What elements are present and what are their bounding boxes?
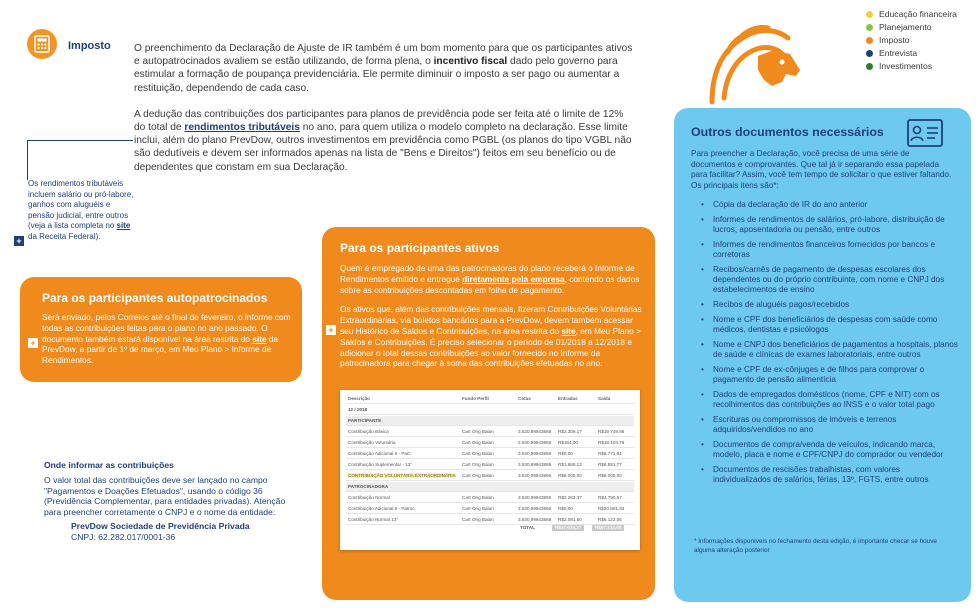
docs-list-item: • Nome e CPF de ex-cônjuges e de filhos para comprovar o pagamento de pensão alimentícia [701,365,958,386]
onde-text: O valor total das contribuições deve ser lançado no campo "Pagamentos e Doações Efetuados", usando o código 36 (Previdência Complementar, para entidades privadas). Atenção para preencher corretamente o CNPJ e o nome da entidade: [44,474,286,518]
rendimentos-tributaveis-link[interactable]: rendimentos tributáveis [184,122,300,134]
docs-list-item: • Dados de empregados domésticos (nome, CPF e NIT) com os recolhimentos das contribuições ao INSS e o valor total pago [701,390,958,411]
statement-cell: 3.530,99943866 [518,517,552,522]
category-legend [866,8,957,73]
docs-title: Outros documentos necessários [691,125,884,139]
statement-header-row [346,394,634,404]
statement-cell: Contribuição Normal [348,495,390,500]
ativos-paragraph-1: Quem é empregado de uma das patrocinadoras do plano receberá o Informe de Rendimentos emitido e entregue diretamente pela empresa, contendo os dados sobre as contribuições descontadas em folha de pagamento. [340,263,640,295]
statement-cell: R$4.790,57 [598,495,622,500]
statement-row [346,460,634,470]
statement-total-row: TOTAL R$17.024,27 R$97.213,00 [520,522,630,532]
statement-cell: 3.530,99943866 [518,462,552,467]
plus-icon[interactable]: + [14,236,24,246]
statement-cell: Cart Orig Balan [462,451,494,456]
statement-cell: 3.530,99943866 [518,440,552,445]
statement-cell: Contribuição Adicional II - Patroc. [348,506,416,511]
prevdow-site-link[interactable]: site [561,325,576,336]
plus-icon[interactable]: + [326,325,336,335]
statement-cell: 3.530,99943866 [518,451,552,456]
legend-item [866,34,957,47]
legend-item [866,47,957,60]
statement-cell: 3.530,99943866 [518,429,552,434]
statement-cell: R$18.104,76 [598,440,625,445]
docs-list-item: • Recibos/carnês de pagamento de despesas escolares dos dependentes ou do próprio contribuinte, com nome e CNPJ dos estabelecimentos de ensino [701,265,958,296]
statement-cell: Cart Orig Balan [462,495,494,500]
statement-group-patrocinadora: PATROCINADORA [346,482,634,492]
docs-footnote: * Informações disponíveis no fechamento desta edição, é importante checar se houve alguma alteração posterior [694,538,937,554]
statement-cell: Cart Orig Balan [462,506,494,511]
onde-informar [44,460,304,543]
docs-list-item: • Informes de rendimentos de salários, pró-labore, distribuição de lucros, aposentadoria ou pensão, entre outros [701,215,958,236]
ativos-paragraph-2: Os ativos que, além das contribuições mensais, fizeram Contribuições Voluntárias Extraordinárias, via boletos bancários para a PrevDow, devem também acessar seu Histórico de Saldos e Contribuições, na área restrita do site, em Meu Plano > Saldos e Contribuições. É preciso selecionar o período de 01/2018 a 12/2018 e adicionar o total dessas contribuições ao valor fornecido no Informe da patrocinadora para chegar à soma das contribuições efetuadas no ano. [340,304,642,369]
intro-paragraph-1: O preenchimento da Declaração de Ajuste de IR também é um bom momento para que os participantes ativos e autopatrocinados avaliem se estão utilizando, de forma plena, o incentivo fiscal dado pelo governo para estimular a formação de poupança previdenciária. Ele permite diminuir o imposto a ser pago ou aumentar a restituição, dependendo de cada caso. [134,43,633,94]
statement-cell: Cart Orig Balan [462,462,494,467]
legend-dot-icon [866,50,873,57]
statement-cell: 3.530,99943866 [518,495,552,500]
statement-period: 12 / 2018 [346,405,634,415]
side-note: Os rendimentos tributáveis incluem salário ou pró-labore, ganhos com aluguéis e pensão judicial, entre outros (veja a lista completa no site da Receita Federal). [28,179,134,241]
total-saida: R$97.213,00 [592,524,624,531]
statement-cell: R$6.000,00 [558,473,582,478]
statement-cell: R$6.591,77 [598,462,622,467]
legend-label: Educação financeira [879,9,957,19]
statement-cell: Cart Orig Balan [462,429,494,434]
lion-logo-icon [702,20,806,108]
statement-cell: R$20.891,93 [598,506,625,511]
org-cnpj: CNPJ: 62.282.017/0001-36 [71,531,176,542]
autopatrocinados-text: Será enviado, pelos Correios até o final de fevereiro, o informe com todas as contribuições feitas para o plano no ano passado. O documento também estará disponível na área restrita do site da PrevDow, a partir de 1º de março, em Meu Plano > Informe de Rendimentos. [42,312,291,366]
legend-item [866,21,957,34]
legend-label: Entrevista [879,48,918,58]
statement-cell: R$19.749,86 [598,429,625,434]
side-note-connector [27,140,133,180]
legend-dot-icon [866,63,873,70]
onde-title: Onde informar as contribuições [44,460,174,470]
statement-cell: Contribuição Básica [348,429,389,434]
statement-cell: R$6.122,06 [598,517,622,522]
intro-paragraph-2: A dedução das contribuições dos participantes para planos de previdência pode ser feita até o limite de 12% do total de rendimentos tributáveis no ano, para quem utiliza o modelo completo na declaração. Esse limite inclui, além do plano PrevDow, outros investimentos em previdência como PGBL (os planos do tipo VGBL não são dedutíveis e devem ser informados apenas na lista de "Bens e Direitos") feitos em seu benefício ou de dependentes que constam em sua Declaração. [134,108,632,173]
autopatrocinados-title: Para os participantes autopatrocinados [42,291,268,305]
statement-cell: CONTRIBUIÇÃO VOLUNTÁRIA EXTRAORDINÁRIA [348,473,456,478]
statement-cell: Contribuição Suplementar - 13° [348,462,413,467]
statement-cell: 3.530,99943866 [518,473,552,478]
statement-cell: Cart Orig Balan [462,440,494,445]
statement-row [346,515,634,525]
statement-cell: R$0,00 [558,451,573,456]
legend-dot-icon [866,24,873,31]
col-saida: Saída [598,396,611,401]
docs-list-item: • Nome e CNPJ dos beneficiários de pagamentos a hospitais, planos de saúde e clínicas de exames laboratoriais, entre outros [701,340,958,361]
statement-cell: R$1.689,13 [558,462,582,467]
statement-cell: Cart Orig Balan [462,473,494,478]
receita-site-link[interactable]: site [116,221,131,230]
col-cotas: Cotas [518,396,531,401]
statement-row [346,438,634,448]
intro-text [134,42,634,187]
docs-list-item: • Cópia da declaração de IR do ano anterior [701,200,958,210]
statement-row [346,449,634,459]
prevdow-site-link[interactable]: site [252,333,267,344]
statement-cell: Contribuição Adicional II - Part. [348,451,412,456]
col-fundo: Fundo Perfil [462,396,489,401]
docs-intro: Para preencher a Declaração, você precisa de uma série de documentos e comprovantes. Que tal já ir separando essa papelada para facilitar? Assim, você tem tempo de solicitar o que estiver faltando. Os principais itens são*: [691,149,952,190]
legend-dot-icon [866,37,873,44]
statement-cell: R$164,00 [558,440,578,445]
section-label: Imposto [68,40,111,52]
legend-dot-icon [866,11,873,18]
docs-list [701,200,958,490]
legend-label: Investimentos [879,61,933,71]
statement-cell: R$0,00 [558,506,573,511]
statement-group-participante: PARTICIPANTE [346,416,634,426]
statement-row [346,504,634,514]
id-card-icon [906,116,946,152]
org-name: PrevDow Sociedade de Previdência Privada [71,520,250,531]
statement-cell: R$2.081,50 [558,517,582,522]
legend-item [866,8,957,21]
autopatrocinados-box [20,277,302,382]
legend-label: Planejamento [879,22,932,32]
outros-documentos-panel [674,108,971,602]
total-entradas: R$17.024,27 [552,524,584,531]
statement-cell: Cart Orig Balan [462,517,494,522]
docs-list-item: • Recibos de aluguéis pagos/recebidos [701,300,958,310]
statement-cell: R$6.771,91 [598,451,622,456]
calculator-icon [27,29,57,59]
col-entradas: Entradas [558,396,578,401]
docs-list-item: • Documentos de compra/venda de veículos, indicando marca, modelo, placa e nome e CPF/CNPJ do comprador ou vendedor [701,440,958,461]
statement-row [346,493,634,503]
ativos-text [340,263,642,378]
statement-cell: R$2.309,17 [558,429,582,434]
statement-cell: 3.530,99943866 [518,506,552,511]
contributions-statement [340,390,640,550]
statement-row [346,471,634,481]
legend-label: Imposto [879,35,910,45]
docs-list-item: • Informes de rendimentos financeiros fornecidos por bancos e corretoras [701,240,958,261]
statement-cell: Contribuição Voluntária [348,440,396,445]
legend-item [866,60,957,73]
statement-cell: R$2.283,37 [558,495,582,500]
ativos-title: Para os participantes ativos [340,241,500,255]
plus-icon[interactable]: + [28,338,38,348]
statement-cell: Contribuição Normal 13° [348,517,399,522]
docs-list-item: • Documentos de rescisões trabalhistas, com valores individualizados de salários, férias, 13º, FGTS, entre outros [701,465,958,486]
statement-cell: R$6.000,00 [598,473,622,478]
docs-list-item: • Nome e CPF dos beneficiários de despesas com saúde como médicos, dentistas e psicólogos [701,315,958,336]
col-descricao: Descrição [348,396,370,401]
docs-list-item: • Escrituras ou compromissos de imóveis e terrenos adquiridos/vendidos no ano [701,415,958,436]
statement-row [346,427,634,437]
